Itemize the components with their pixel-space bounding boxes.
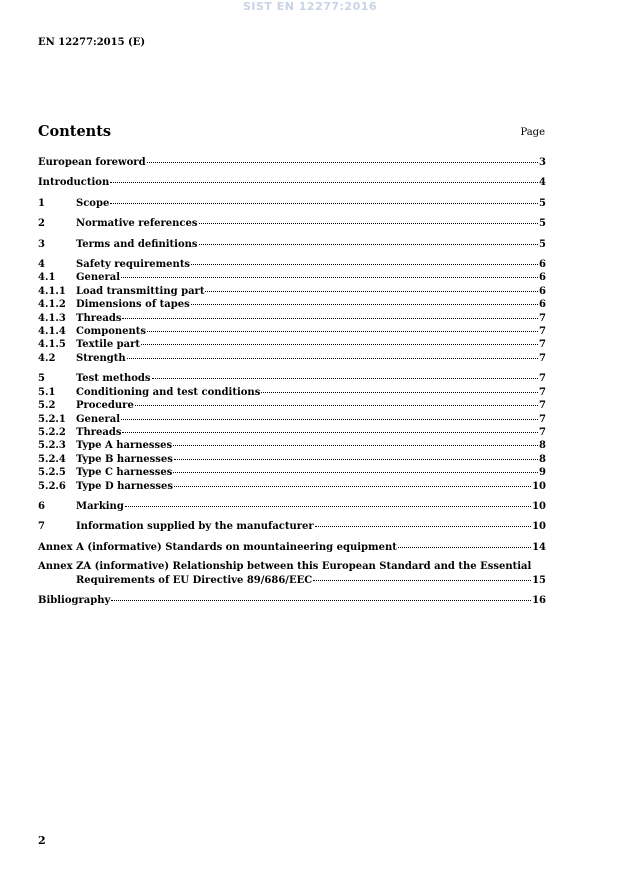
toc-entry[interactable] (38, 372, 546, 385)
toc-entry-number: 5.2.6 (38, 480, 66, 492)
toc-entry-number: 5.2.4 (38, 453, 66, 465)
toc-entry-page: 7 (539, 386, 546, 398)
dot-leader (191, 304, 538, 305)
toc-entry-bibliography[interactable] (38, 594, 546, 607)
dot-leader (261, 392, 538, 393)
toc-entry-annex-za[interactable] (38, 560, 546, 587)
dot-leader (122, 432, 538, 433)
toc-entry[interactable] (38, 480, 546, 493)
toc-entry-title: Safety requirements (76, 259, 191, 271)
toc-entry-title-line2: Requirements of EU Directive 89/686/EEC (76, 574, 313, 586)
toc-entry-number: 4.1.3 (38, 312, 66, 324)
toc-entry-title: Terms and definitions (76, 238, 198, 250)
toc-entry-page: 3 (539, 157, 546, 168)
toc-entry-number: 4.1 (38, 272, 56, 284)
dot-leader (173, 445, 538, 446)
toc-entry[interactable] (38, 176, 546, 189)
toc-entry-number: 4.1.5 (38, 339, 66, 351)
toc-entry[interactable] (38, 197, 546, 210)
toc-entry[interactable] (38, 500, 546, 513)
toc-entry-title: European foreword (38, 157, 146, 168)
toc-entry-title: Annex A (informative) Standards on mountaineering equipment (38, 541, 397, 553)
toc-entry-page: 7 (539, 426, 546, 438)
toc-entry-page: 7 (539, 413, 546, 425)
toc-entry-number: 4 (38, 259, 45, 271)
toc-entry-page: 10 (532, 480, 546, 492)
dot-leader (141, 344, 538, 345)
toc-entry-page: 6 (539, 299, 546, 311)
toc-entry[interactable] (38, 399, 546, 412)
toc-entry-title: Procedure (76, 400, 134, 412)
toc-entry-number: 2 (38, 218, 45, 230)
dot-leader (199, 244, 539, 245)
toc-entry-title: Normative references (76, 218, 198, 230)
toc-entry[interactable] (38, 238, 546, 251)
dot-leader (122, 318, 538, 319)
toc-entry-title: Dimensions of tapes (76, 299, 190, 311)
toc-entry-page: 16 (532, 594, 546, 606)
toc-entry[interactable] (38, 312, 546, 325)
toc-entry-page: 10 (532, 521, 546, 533)
toc-entry-title: General (76, 272, 121, 284)
dot-leader (398, 547, 531, 548)
toc-entry-page: 5 (539, 197, 546, 209)
dot-leader (121, 277, 538, 278)
dot-leader (135, 405, 538, 406)
toc-entry-title: Introduction (38, 177, 110, 189)
dot-leader (111, 600, 531, 601)
dot-leader (147, 162, 538, 163)
toc-entry-title: Load transmitting part (76, 285, 205, 297)
toc-entry-page: 15 (532, 574, 546, 586)
toc-entry-title: Information supplied by the manufacturer (76, 521, 314, 533)
toc-entry-title-line1: Annex ZA (informative) Relationship between this European Standard and the Essential (38, 561, 532, 573)
toc-entry-title: Conditioning and test conditions (76, 386, 261, 398)
toc-entry[interactable] (38, 453, 546, 466)
dot-leader (199, 223, 539, 224)
toc-entry-page: 7 (539, 400, 546, 412)
toc-entry-page: 7 (539, 373, 546, 385)
toc-entry-title: Test methods (76, 373, 151, 385)
toc-entry-title: Type A harnesses (76, 440, 173, 452)
dot-leader (152, 378, 539, 379)
dot-leader (205, 291, 538, 292)
toc-entry[interactable] (38, 466, 546, 479)
toc-entry-page: 7 (539, 339, 546, 351)
toc-entry-number: 7 (38, 521, 45, 533)
toc-entry[interactable] (38, 217, 546, 230)
dot-leader (313, 580, 531, 581)
toc-entry[interactable] (38, 386, 546, 399)
toc-entry-page: 6 (539, 285, 546, 297)
document-header: EN 12277:2015 (E) (38, 37, 146, 48)
toc-entry-title: Marking (76, 500, 124, 512)
toc-entry-number: 5.2.5 (38, 467, 66, 479)
toc-entry-title: General (76, 413, 121, 425)
toc-entry-title: Scope (76, 197, 110, 209)
toc-entry-page: 8 (539, 453, 546, 465)
toc-entry-annex-a[interactable] (38, 541, 546, 554)
page-number: 2 (38, 834, 46, 847)
dot-leader (174, 486, 531, 487)
toc-entry[interactable] (38, 298, 546, 311)
dot-leader (191, 264, 538, 265)
toc-entry[interactable] (38, 285, 546, 298)
toc-entry-title: Threads (76, 312, 122, 324)
toc-entry-page: 5 (539, 238, 546, 250)
table-of-contents (38, 156, 546, 607)
dot-leader (125, 506, 531, 507)
toc-entry-title: Threads (76, 426, 122, 438)
dot-leader (127, 358, 538, 359)
toc-entry[interactable] (38, 413, 546, 426)
toc-entry-number: 4.1.4 (38, 326, 66, 338)
toc-entry-number: 5 (38, 373, 45, 385)
dot-leader (110, 182, 538, 183)
dot-leader (173, 472, 538, 473)
page-column-label: Page (520, 127, 545, 138)
toc-entry-number: 5.2.3 (38, 440, 66, 452)
toc-entry-number: 3 (38, 238, 45, 250)
toc-entry[interactable] (38, 520, 546, 533)
watermark: SIST EN 12277:2016 (242, 0, 378, 13)
toc-entry-title: Type C harnesses (76, 467, 173, 479)
toc-entry-number: 6 (38, 500, 45, 512)
toc-entry[interactable] (38, 439, 546, 452)
toc-entry[interactable] (38, 271, 546, 284)
toc-entry[interactable] (38, 156, 546, 169)
toc-entry[interactable] (38, 352, 546, 365)
dot-leader (110, 203, 538, 204)
toc-entry-number: 1 (38, 197, 45, 209)
toc-entry[interactable] (38, 426, 546, 439)
toc-entry[interactable] (38, 338, 546, 351)
toc-entry-page: 14 (532, 541, 546, 553)
toc-entry-number: 5.2.2 (38, 426, 66, 438)
toc-entry-page: 6 (539, 259, 546, 271)
toc-entry-title: Strength (76, 352, 126, 364)
toc-entry-page: 7 (539, 326, 546, 338)
toc-entry-page: 6 (539, 272, 546, 284)
toc-entry-page: 8 (539, 440, 546, 452)
dot-leader (315, 526, 531, 527)
toc-entry-title: Type B harnesses (76, 453, 173, 465)
toc-entry-page: 5 (539, 218, 546, 230)
toc-entry-number: 5.2 (38, 400, 56, 412)
toc-entry-title: Components (76, 326, 147, 338)
toc-entry-page: 4 (539, 177, 546, 189)
toc-entry-number: 4.1.1 (38, 285, 66, 297)
contents-title: Contents (38, 123, 112, 140)
toc-entry-title: Type D harnesses (76, 480, 174, 492)
toc-entry-page: 7 (539, 312, 546, 324)
toc-entry-number: 5.2.1 (38, 413, 66, 425)
toc-entry-title: Textile part (76, 339, 141, 351)
dot-leader (147, 331, 538, 332)
dot-leader (121, 419, 538, 420)
toc-entry-number: 5.1 (38, 386, 56, 398)
toc-entry[interactable] (38, 325, 546, 338)
toc-entry-page: 10 (532, 500, 546, 512)
toc-entry-page: 9 (539, 467, 546, 479)
toc-entry[interactable] (38, 258, 546, 271)
toc-entry-number: 4.2 (38, 352, 56, 364)
toc-entry-title: Bibliography (38, 594, 111, 606)
toc-entry-page: 7 (539, 352, 546, 364)
dot-leader (174, 459, 538, 460)
toc-entry-number: 4.1.2 (38, 299, 66, 311)
